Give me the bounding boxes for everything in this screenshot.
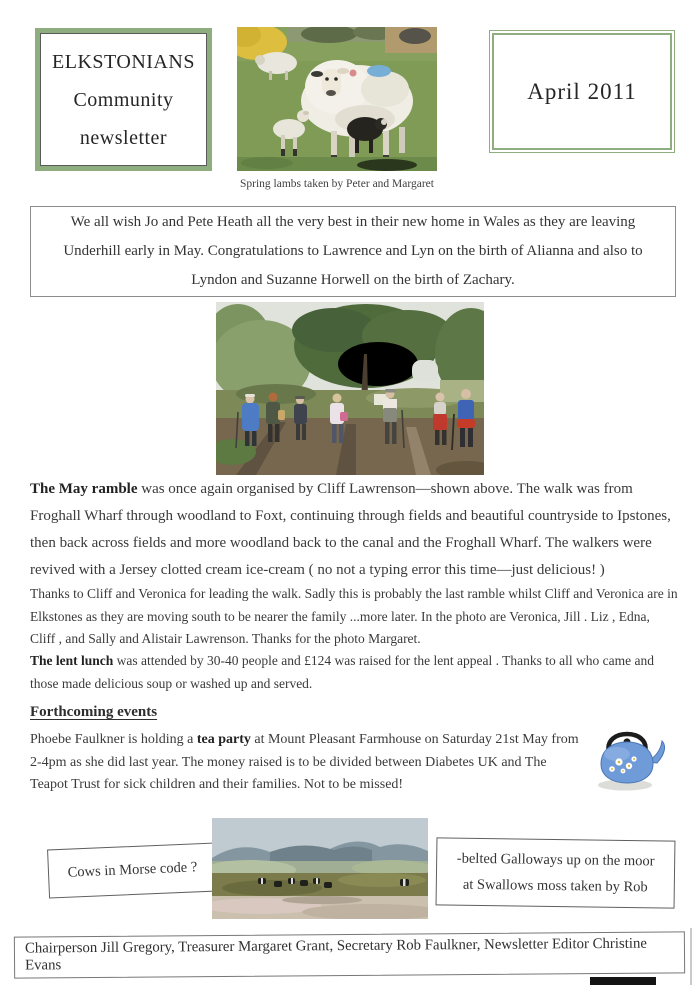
forthcoming-events-heading: Forthcoming events: [30, 704, 158, 720]
cows-caption-text: Cows in Morse code ?: [67, 859, 198, 881]
newsletter-title-line1: ELKSTONIANS: [52, 50, 195, 73]
scan-corner-artifact: [590, 977, 656, 985]
announcement-line1: We all wish Jo and Pete Heath all the very best in their new home in Wales as they are leaving: [70, 214, 636, 230]
article-tea-party: [30, 729, 586, 797]
article-may-ramble-lead: The May ramble: [30, 481, 138, 497]
issue-date: April 2011: [527, 78, 637, 104]
moor-photo: [212, 818, 428, 919]
issue-date-box: [489, 30, 675, 153]
lambs-photo-caption: Spring lambs taken by Peter and Margaret: [240, 178, 434, 190]
tea-party-post: at Mount Pleasant Farmhouse on Saturday 21st May from 2-4pm as she did last year. The money raised is to be divided between Diabetes UK and The Teapot Trust for sick children and their families. Not to be missed!: [30, 732, 579, 792]
spring-lambs-photo: [237, 27, 437, 171]
moor-photo-art: [212, 818, 428, 919]
announcement-line2: Underhill early in May. Congratulations to Lawrence and Lyn on the birth of Alianna and also to: [63, 243, 643, 259]
article-thanks: Thanks to Cliff and Veronica for leading the walk. Sadly this is probably the last ramble whilst Cliff and Veronica are in Elkstones as they are moving south to be nearer the family ...more later. In the photo are Veronica, Jill . Liz , Edna, Cliff , and Sally and Alistair Lawrenson. Thanks for the photo Margaret.: [30, 586, 678, 646]
cows-caption-box: [47, 842, 218, 898]
tea-party-pre: Phoebe Faulkner is holding a: [30, 732, 197, 747]
article-may-ramble-body: was once again organised by Cliff Lawrenson—shown above. The walk was from Froghall Wharf through woodland to Foxt, continuing through fields and beautiful countryside to Ipstones, then back across fields and more woodland back to the canal and the Froghall Wharf. The walkers were revived with a Jersey clotted cream ice-cream ( no not a typing error this time—just delicious! ): [30, 481, 671, 578]
galloways-caption-line1: -belted Galloways up on the moor: [456, 850, 655, 870]
newsletter-title-line2: Community: [73, 88, 174, 111]
galloways-caption-line2: at Swallows moss taken by Rob: [462, 876, 648, 896]
issue-date-inner-frame: [492, 33, 672, 150]
newsletter-title-line3: newsletter: [79, 126, 168, 149]
article-lent-lunch: [30, 650, 678, 695]
announcement-line3: Lyndon and Suzanne Horwell on the birth of Zachary.: [191, 272, 515, 288]
teapot-icon: [591, 722, 673, 794]
lambs-photo-art: [237, 27, 437, 171]
article-lent-lunch-body: was attended by 30-40 people and £124 was raised for the lent appeal . Thanks to all who came and those made delicious soup or washed up and served.: [30, 653, 654, 691]
credits-footer-text: Chairperson Jill Gregory, Treasurer Margaret Grant, Secretary Rob Faulkner, Newsletter Editor Christine Evans: [24, 935, 647, 974]
group-photo-art: [216, 302, 484, 475]
announcement-box: [30, 206, 676, 297]
credits-footer-box: [14, 931, 685, 978]
ramble-group-photo: [216, 302, 484, 475]
tea-party-bold: tea party: [196, 732, 251, 747]
scan-edge-artifact: [690, 928, 692, 985]
article-may-ramble: [30, 476, 678, 584]
masthead-inner-frame: [40, 33, 207, 166]
masthead-box: [35, 28, 212, 171]
article-lent-lunch-lead: The lent lunch: [30, 653, 114, 668]
galloways-caption-box: [436, 837, 676, 908]
